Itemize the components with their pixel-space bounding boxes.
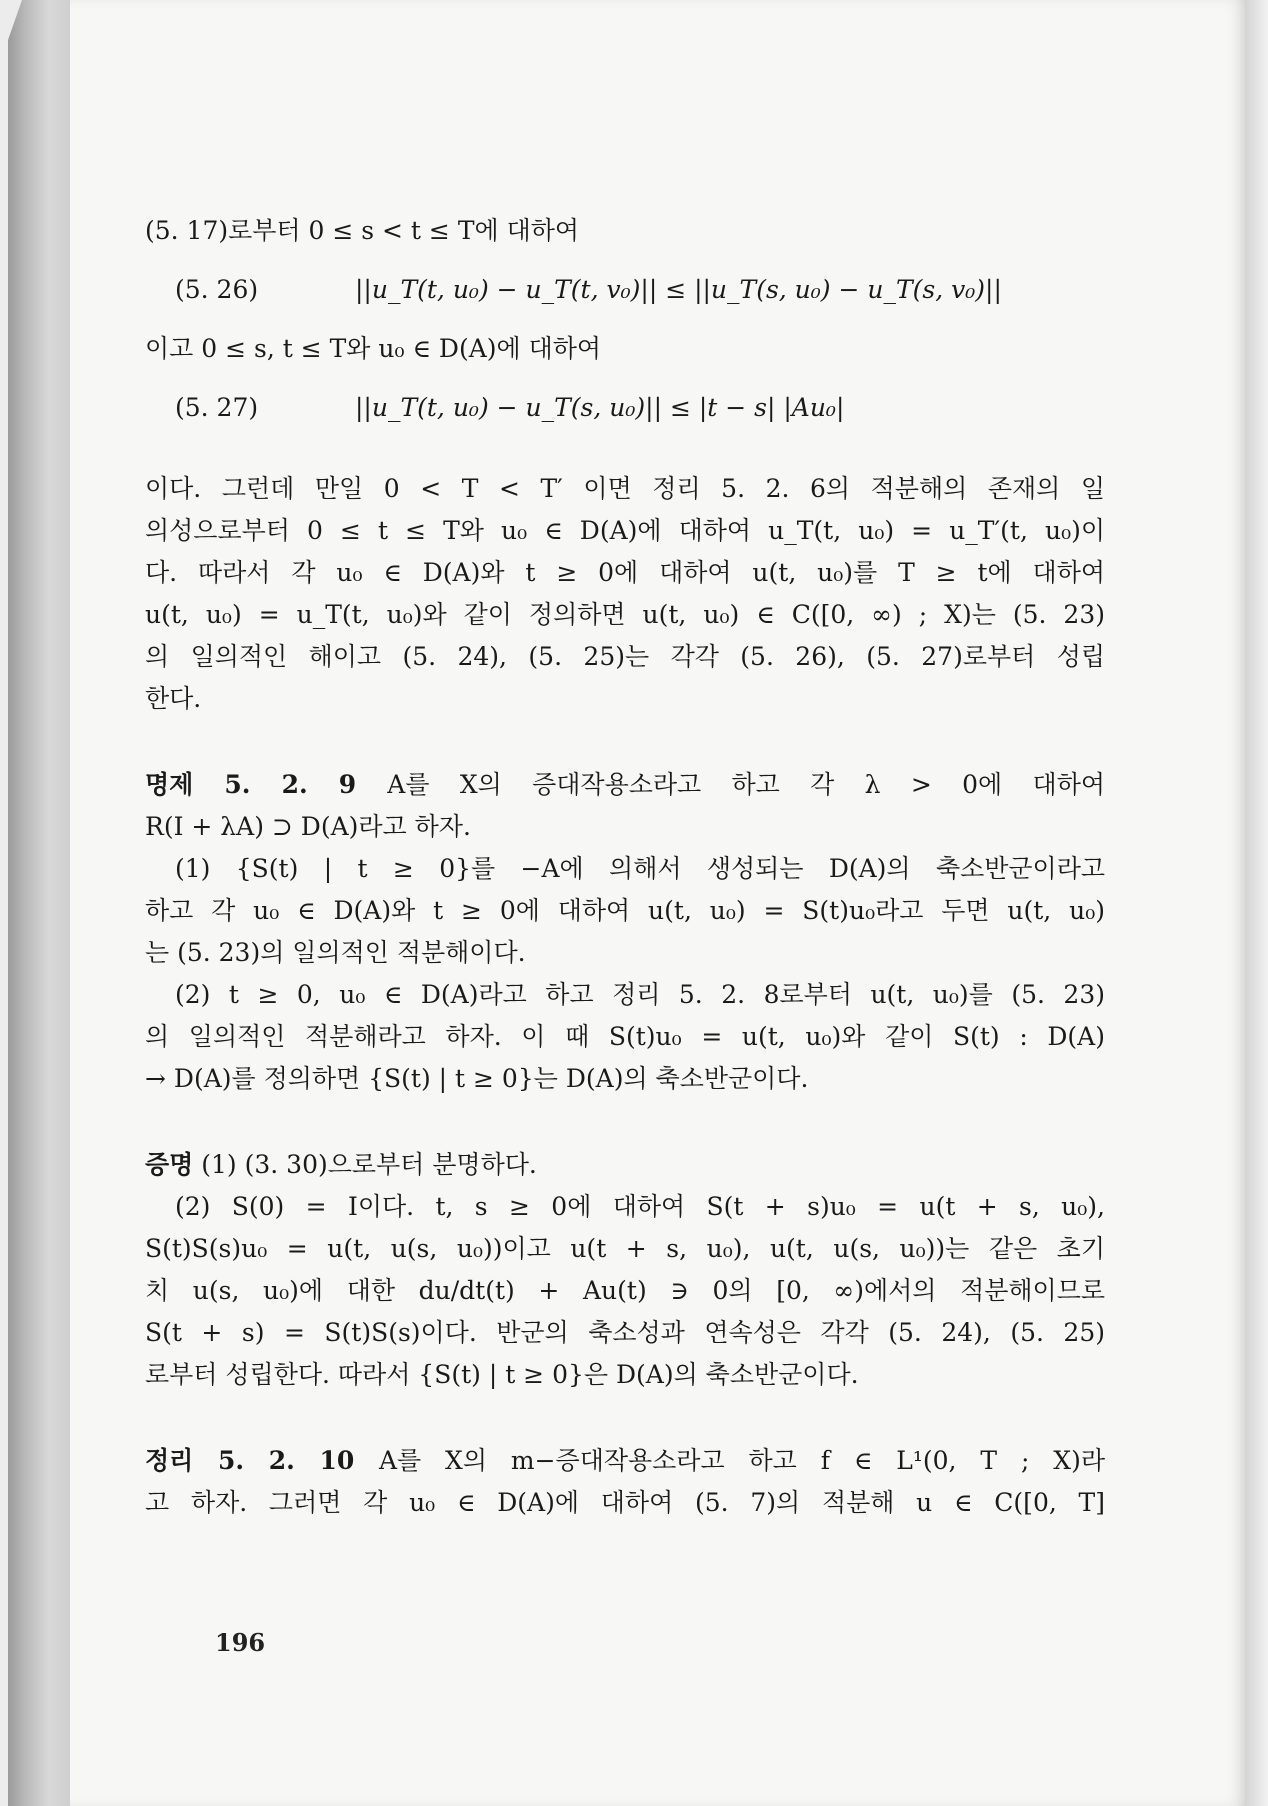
text-line: 고 하자. 그러면 각 u₀ ∈ D(A)에 대하여 (5. 7)의 적분해 u ∈ C([0, T] — [145, 1488, 1105, 1517]
proof-heading: 증명 (1) (3. 30)으로부터 분명하다. — [145, 1150, 537, 1179]
text-line: R(I + λA) ⊃ D(A)라고 하자. — [145, 812, 471, 841]
text-line: 하고 각 u₀ ∈ D(A)와 t ≥ 0에 대하여 u(t, u₀) = S(t)u₀라고 두면 u(t, u₀) — [145, 896, 1105, 925]
text-line: 로부터 성립한다. 따라서 {S(t) | t ≥ 0}은 D(A)의 축소반군이다. — [145, 1360, 859, 1389]
text-line: (2) t ≥ 0, u₀ ∈ D(A)라고 하고 정리 5. 2. 8로부터 u(t, u₀)를 (5. 23) — [175, 980, 1105, 1009]
text-line: 의 일의적인 해이고 (5. 24), (5. 25)는 각각 (5. 26), (5. 27)로부터 성립 — [145, 642, 1105, 671]
text-line: (1) {S(t) | t ≥ 0}를 −A에 의해서 생성되는 D(A)의 축소반군이라고 — [175, 854, 1105, 883]
text-line: 이고 0 ≤ s, t ≤ T와 u₀ ∈ D(A)에 대하여 — [145, 334, 602, 363]
theorem-heading: 정리 5. 2. 10 A를 X의 m−증대작용소라고 하고 f ∈ L¹(0, T ; X)라 — [145, 1446, 1106, 1475]
text-line: 치 u(s, u₀)에 대한 du/dt(t) + Au(t) ∋ 0의 [0, ∞)에서의 적분해이므로 — [145, 1276, 1105, 1305]
equation-number: (5. 27) — [175, 393, 259, 422]
text-line: u(t, u₀) = u_T(t, u₀)와 같이 정의하면 u(t, u₀) ∈ C([0, ∞) ; X)는 (5. 23) — [145, 600, 1105, 629]
equation-5-27 — [145, 378, 1105, 438]
equation-5-26 — [145, 260, 1105, 320]
text-line: S(t)S(s)u₀ = u(t, u(s, u₀))이고 u(t + s, u₀), u(t, u(s, u₀))는 같은 초기 — [145, 1234, 1105, 1263]
text-line: S(t + s) = S(t)S(s)이다. 반군의 축소성과 연속성은 각각 (5. 24), (5. 25) — [145, 1318, 1105, 1347]
proof — [145, 1144, 1105, 1396]
text-line: (5. 17)로부터 0 ≤ s < t ≤ T에 대하여 — [145, 216, 580, 245]
text-line: 의 일의적인 적분해라고 하자. 이 때 S(t)u₀ = u(t, u₀)와 같이 S(t) : D(A) — [145, 1022, 1105, 1051]
proposition-heading: 명제 5. 2. 9 A를 X의 증대작용소라고 하고 각 λ > 0에 대하여 — [145, 770, 1105, 799]
paragraph-uniqueness — [145, 468, 1105, 720]
page-content — [145, 210, 1105, 1524]
theorem-5-2-10 — [145, 1440, 1105, 1524]
text-line: 다. 따라서 각 u₀ ∈ D(A)와 t ≥ 0에 대하여 u(t, u₀)를 T ≥ t에 대하여 — [145, 558, 1105, 587]
equation-body: ||u_T(t, u₀) − u_T(s, u₀)|| ≤ |t − s| |Au₀| — [355, 393, 845, 422]
text-line: → D(A)를 정의하면 {S(t) | t ≥ 0}는 D(A)의 축소반군이다. — [145, 1064, 809, 1093]
heading-label: 명제 5. 2. 9 — [145, 770, 388, 799]
equation-number: (5. 26) — [175, 275, 259, 304]
heading-label: 증명 — [145, 1150, 194, 1179]
text-line: 는 (5. 23)의 일의적인 적분해이다. — [145, 938, 526, 967]
page-number: 196 — [215, 1628, 266, 1657]
page-edge — [1245, 0, 1268, 1806]
equation-body: ||u_T(t, u₀) − u_T(t, v₀)|| ≤ ||u_T(s, u₀) − u_T(s, v₀)|| — [355, 275, 1002, 304]
book-spine — [0, 0, 70, 1806]
text-line: 의성으로부터 0 ≤ t ≤ T와 u₀ ∈ D(A)에 대하여 u_T(t, u₀) = u_T′(t, u₀)이 — [145, 516, 1105, 545]
text-line: 한다. — [145, 684, 202, 713]
text-line: (2) S(0) = I이다. t, s ≥ 0에 대하여 S(t + s)u₀ = u(t + s, u₀), — [175, 1192, 1105, 1221]
proposition-5-2-9 — [145, 764, 1105, 1100]
heading-label: 정리 5. 2. 10 — [145, 1446, 379, 1475]
text-line: 이다. 그런데 만일 0 < T < T′ 이면 정리 5. 2. 6의 적분해의 존재의 일 — [145, 474, 1105, 503]
